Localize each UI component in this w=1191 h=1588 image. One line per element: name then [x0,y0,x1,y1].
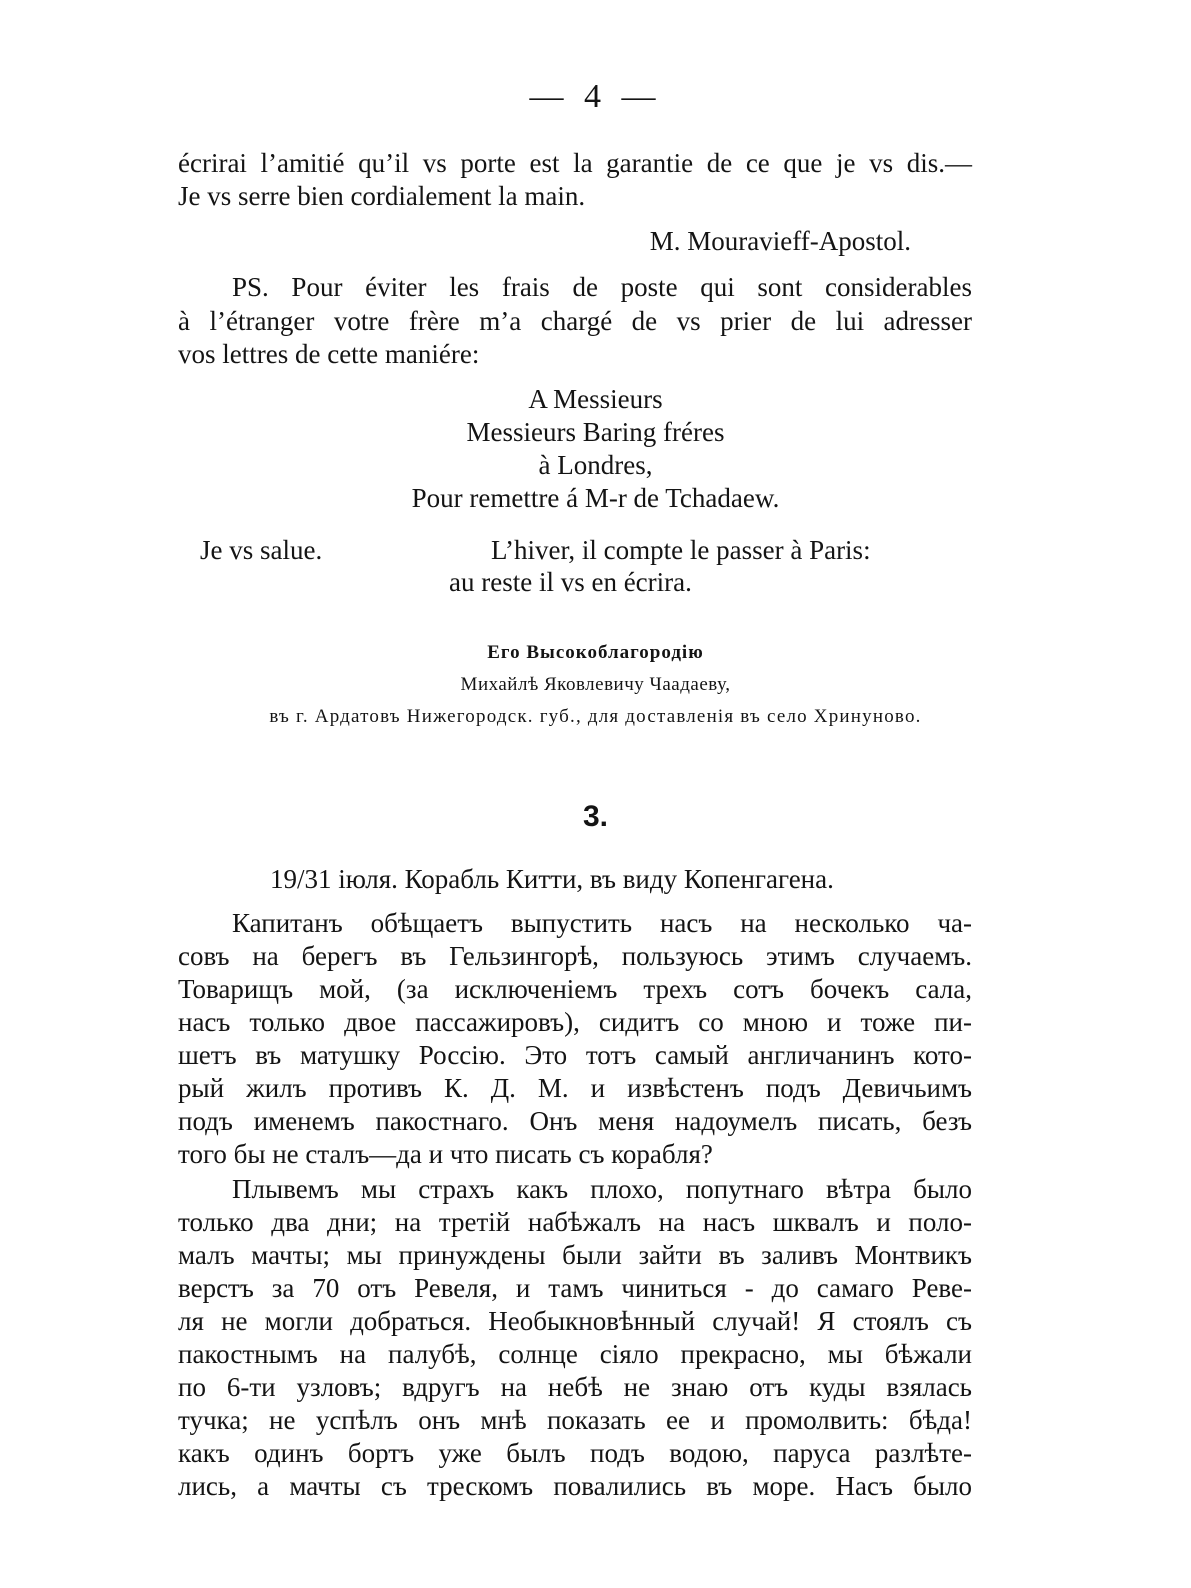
paragraph-line: лись, а мачты съ трескомъ повалились въ море. Насъ было [178,1471,972,1501]
paragraph-line: Плывемъ мы страхъ какъ плохо, попутнаго вѣтра было [232,1174,972,1204]
paragraph-line: шетъ въ матушку Россію. Это тотъ самый англичанинъ кото- [178,1040,972,1070]
paragraph-line: по 6-ти узловъ; вдругъ на небѣ не знаю отъ куды взялась [178,1372,972,1402]
letter-line: écrirai l’amitié qu’il vs porte est la garantie de ce que je vs dis.— [178,148,972,178]
dateline: 19/31 іюля. Корабль Китти, въ виду Копенгагена. [270,864,834,894]
paragraph-line: верстъ за 70 отъ Ревеля, и тамъ чиниться - до самаго Реве- [178,1273,972,1303]
envelope-recipient-name: Михайлѣ Яковлевичу Чаадаеву, [460,674,731,695]
paragraph-line: только два дни; на третій набѣжалъ на насъ шквалъ и поло- [178,1207,972,1237]
paragraph-line: подъ именемъ пакостнаго. Онъ меня надоумелъ писать, безъ [178,1106,972,1136]
letter-line: Je vs serre bien cordialement la main. [178,181,586,211]
paragraph-line: пакостнымъ на палубѣ, солнце сіяло прекрасно, мы бѣжали [178,1339,972,1369]
paragraph-line: какъ одинъ бортъ уже былъ подъ водою, паруса разлѣте- [178,1438,972,1468]
closing-line: au reste il vs en écrira. [449,567,692,597]
address-line: Messieurs Baring fréres [466,417,725,447]
postscript-line: PS. Pour éviter les frais de poste qui sont considerables [232,272,972,302]
envelope-recipient-title: Его Высокоблагородію [487,642,704,663]
signature: M. Mouravieff-Apostol. [649,226,911,256]
paragraph-line: малъ мачты; мы принуждены были зайти въ заливъ Монтвикъ [178,1240,972,1270]
salutation: Je vs salue. [200,535,323,565]
paragraph-line: насъ только двое пассажировъ), сидитъ со мною и тоже пи- [178,1007,972,1037]
paragraph-line: Товарищъ мой, (за исключеніемъ трехъ сотъ бочекъ сала, [178,974,972,1004]
paragraph-line: рый жилъ противъ К. Д. М. и извѣстенъ подъ Девичьимъ [178,1073,972,1103]
closing-line: L’hiver, il compte le passer à Paris: [491,535,871,565]
address-line: à Londres, [538,450,653,480]
paragraph-line: того бы не сталъ—да и что писать съ корабля? [178,1139,713,1169]
address-line: A Messieurs [528,384,663,414]
postscript-line: vos lettres de cette maniére: [178,339,480,369]
postscript-line: à l’étranger votre frère m’a chargé de vs prier de lui adresser [178,306,972,336]
paragraph-line: Капитанъ обѣщаетъ выпустить насъ на несколько ча- [232,908,972,938]
paragraph-line: совъ на берегъ въ Гельзингорѣ, пользуюсь этимъ случаемъ. [178,941,972,971]
paragraph-line: ля не могли добраться. Необыкновѣнный случай! Я стоялъ съ [178,1306,972,1336]
address-line: Pour remettre á M-r de Tchadaew. [411,483,780,513]
page-number: — 4 — [529,78,662,115]
envelope-destination: въ г. Ардатовъ Нижегородск. губ., для доставленія въ село Хринуново. [269,706,922,727]
paragraph-line: тучка; не успѣлъ онъ мнѣ показать ее и промолвить: бѣда! [178,1405,972,1435]
section-number: 3. [582,800,609,833]
